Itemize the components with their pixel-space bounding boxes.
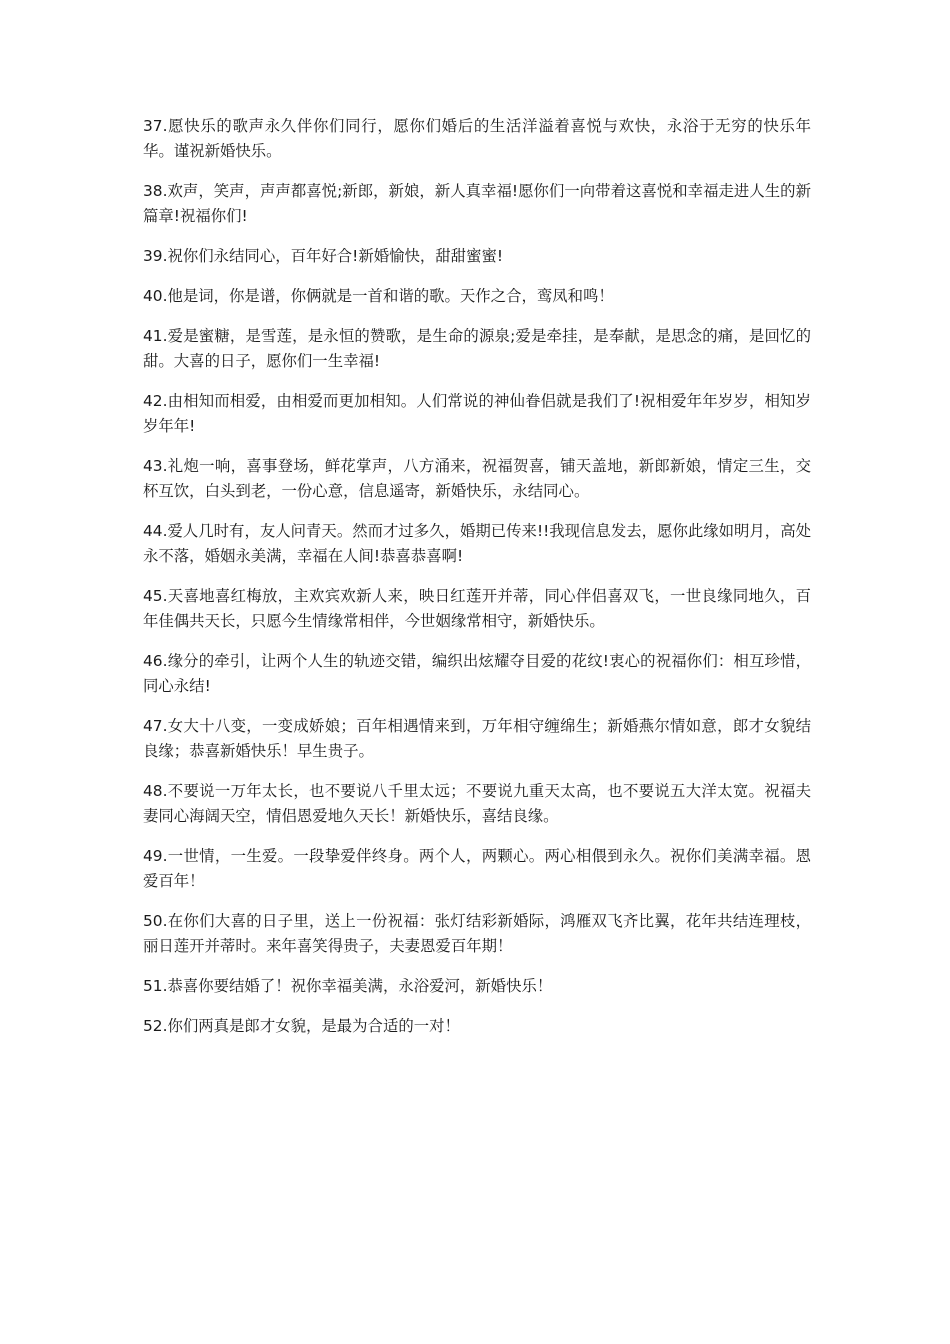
document-body xyxy=(143,114,811,1054)
paragraph-37: 37.愿快乐的歌声永久伴你们同行，愿你们婚后的生活洋溢着喜悦与欢快，永浴于无穷的快乐年华。谨祝新婚快乐。 xyxy=(143,117,811,160)
paragraph-45: 45.天喜地喜红梅放，主欢宾欢新人来，映日红莲开并蒂，同心伴侣喜双飞，一世良缘同地久，百年佳偶共天长，只愿今生情缘常相伴，今世姻缘常相守，新婚快乐。 xyxy=(143,587,811,630)
paragraph-40: 40.他是词，你是谱，你俩就是一首和谐的歌。天作之合，鸾凤和鸣！ xyxy=(143,287,614,305)
paragraph-42: 42.由相知而相爱，由相爱而更加相知。人们常说的神仙眷侣就是我们了!祝相爱年年岁岁，相知岁岁年年! xyxy=(143,392,811,435)
paragraph-52: 52.你们两真是郎才女貌，是最为合适的一对！ xyxy=(143,1017,460,1035)
paragraph-43: 43.礼炮一响，喜事登场，鲜花掌声，八方涌来，祝福贺喜，铺天盖地，新郎新娘，情定三生，交杯互饮，白头到老，一份心意，信息遥寄，新婚快乐，永结同心。 xyxy=(143,457,811,500)
paragraph-38: 38.欢声，笑声，声声都喜悦;新郎，新娘，新人真幸福!愿你们一向带着这喜悦和幸福走进人生的新篇章!祝福你们! xyxy=(143,182,811,225)
paragraph-49: 49.一世情，一生爱。一段挚爱伴终身。两个人，两颗心。两心相偎到永久。祝你们美满幸福。恩爱百年！ xyxy=(143,847,811,890)
paragraph-50: 50.在你们大喜的日子里，送上一份祝福：张灯结彩新婚际，鸿雁双飞齐比翼，花年共结连理枝，丽日莲开并蒂时。来年喜笑得贵子，夫妻恩爱百年期！ xyxy=(143,912,811,955)
paragraph-51: 51.恭喜你要结婚了！祝你幸福美满，永浴爱河，新婚快乐！ xyxy=(143,977,553,995)
paragraph-39: 39.祝你们永结同心，百年好合!新婚愉快，甜甜蜜蜜! xyxy=(143,247,504,265)
paragraph-44: 44.爱人几时有，友人问青天。然而才过多久，婚期已传来!!我现信息发去，愿你此缘如明月，高处永不落，婚姻永美满，幸福在人间!恭喜恭喜啊! xyxy=(143,522,811,565)
paragraph-46: 46.缘分的牵引，让两个人生的轨迹交错，编织出炫耀夺目爱的花纹!衷心的祝福你们：相互珍惜，同心永结! xyxy=(143,652,811,695)
paragraph-41: 41.爱是蜜糖，是雪莲，是永恒的赞歌，是生命的源泉;爱是牵挂，是奉献，是思念的痛，是回忆的甜。大喜的日子，愿你们一生幸福! xyxy=(143,327,811,370)
paragraph-48: 48.不要说一万年太长，也不要说八千里太远；不要说九重天太高，也不要说五大洋太宽。祝福夫妻同心海阔天空，情侣恩爱地久天长！新婚快乐，喜结良缘。 xyxy=(143,782,811,825)
paragraph-47: 47.女大十八变，一变成娇娘；百年相遇情来到，万年相守缠绵生；新婚燕尔情如意，郎才女貌结良缘；恭喜新婚快乐！早生贵子。 xyxy=(143,717,811,760)
